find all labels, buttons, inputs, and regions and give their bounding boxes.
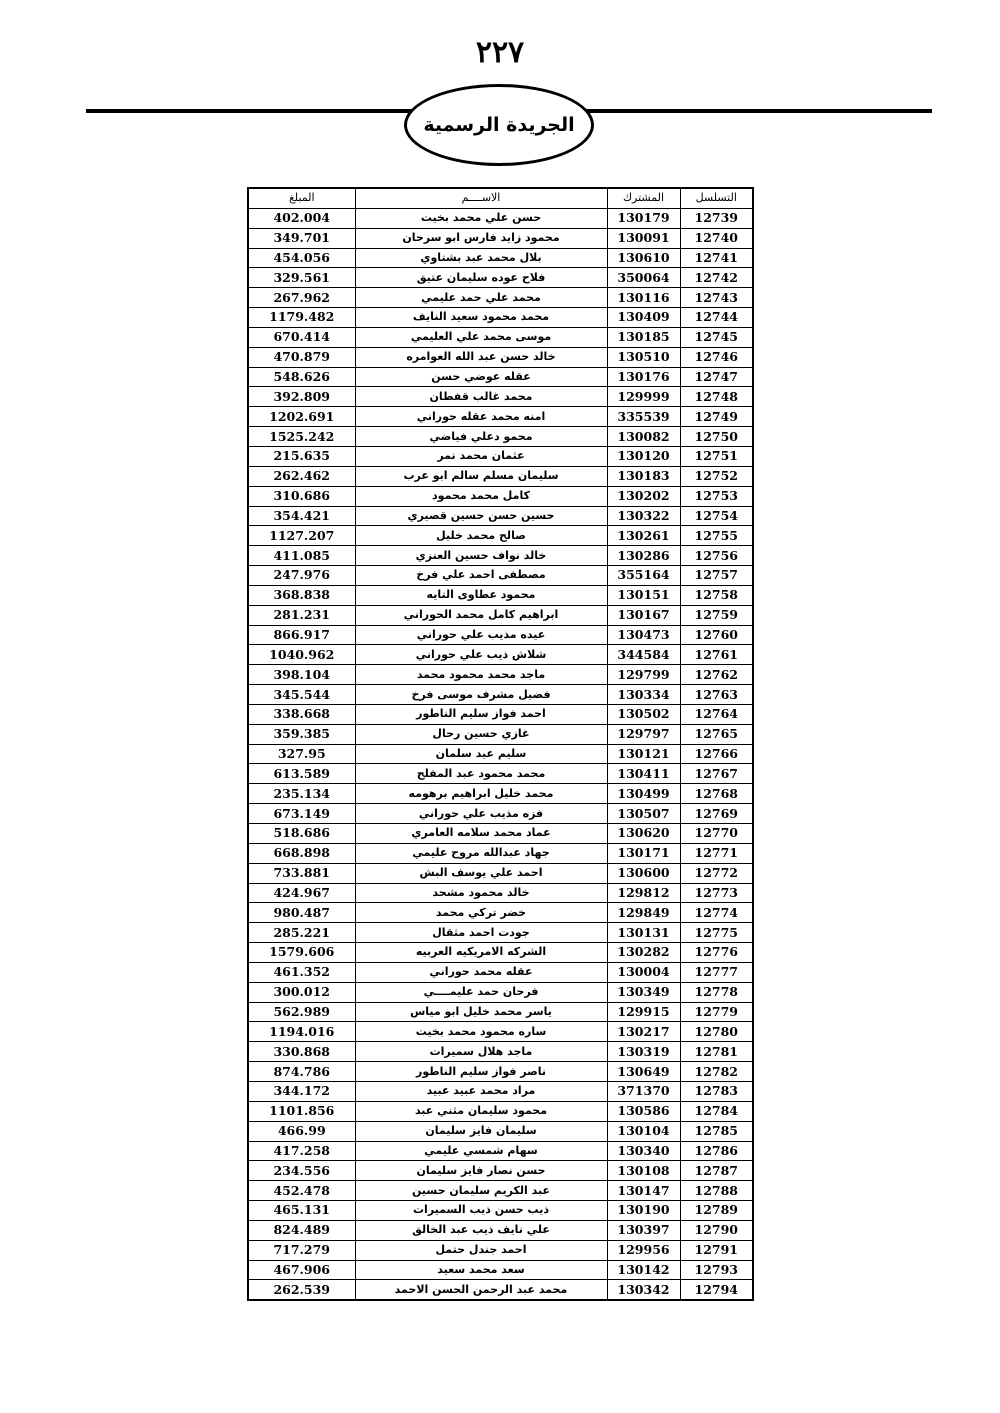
cell-name: حسين حسن حسين قصيري	[355, 506, 607, 526]
cell-serial: 12756	[680, 546, 753, 566]
table-row	[248, 1002, 753, 1022]
cell-subscriber: 130151	[607, 585, 680, 605]
cell-amount: 980.487	[248, 903, 355, 923]
cell-serial: 12765	[680, 724, 753, 744]
cell-name: محمد علي حمد عليمي	[355, 288, 607, 308]
table-row	[248, 1121, 753, 1141]
cell-subscriber: 350064	[607, 268, 680, 288]
table-row	[248, 625, 753, 645]
table-row	[248, 685, 753, 705]
table-row	[248, 863, 753, 883]
cell-amount: 613.589	[248, 764, 355, 784]
cell-name: عثمان محمد نمر	[355, 446, 607, 466]
cell-subscriber: 130179	[607, 208, 680, 228]
cell-serial: 12770	[680, 824, 753, 844]
cell-serial: 12790	[680, 1220, 753, 1240]
cell-serial: 12744	[680, 308, 753, 328]
cell-subscriber: 130142	[607, 1260, 680, 1280]
cell-serial: 12740	[680, 228, 753, 248]
cell-serial: 12776	[680, 943, 753, 963]
header-name: الاســــم	[355, 188, 607, 208]
cell-amount: 467.906	[248, 1260, 355, 1280]
table-row	[248, 1161, 753, 1181]
cell-serial: 12759	[680, 605, 753, 625]
cell-subscriber: 355164	[607, 566, 680, 586]
cell-subscriber: 130217	[607, 1022, 680, 1042]
cell-serial: 12777	[680, 962, 753, 982]
cell-subscriber: 130600	[607, 863, 680, 883]
cell-subscriber: 130349	[607, 982, 680, 1002]
cell-name: احمد علي يوسف البش	[355, 863, 607, 883]
cell-name: امنه محمد عقله حوراني	[355, 407, 607, 427]
cell-serial: 12739	[680, 208, 753, 228]
cell-name: ماجد هلال سميرات	[355, 1042, 607, 1062]
table-row	[248, 327, 753, 347]
cell-serial: 12751	[680, 446, 753, 466]
table-row	[248, 605, 753, 625]
cell-subscriber: 130510	[607, 347, 680, 367]
cell-name: محمد غالب قفطان	[355, 387, 607, 407]
table-row	[248, 427, 753, 447]
cell-name: عقله محمد حوراني	[355, 962, 607, 982]
table-row	[248, 1101, 753, 1121]
cell-serial: 12762	[680, 665, 753, 685]
cell-amount: 344.172	[248, 1081, 355, 1101]
cell-name: جودت احمد مثقال	[355, 923, 607, 943]
table-row	[248, 288, 753, 308]
cell-name: غازي حسين رحال	[355, 724, 607, 744]
cell-subscriber: 130649	[607, 1062, 680, 1082]
cell-subscriber: 344584	[607, 645, 680, 665]
table-row	[248, 665, 753, 685]
cell-subscriber: 335539	[607, 407, 680, 427]
cell-subscriber: 130004	[607, 962, 680, 982]
cell-subscriber: 130507	[607, 804, 680, 824]
cell-name: عبد الكريم سليمان حسين	[355, 1181, 607, 1201]
cell-subscriber: 129915	[607, 1002, 680, 1022]
cell-serial: 12745	[680, 327, 753, 347]
cell-amount: 215.635	[248, 446, 355, 466]
table-row	[248, 883, 753, 903]
table-row	[248, 843, 753, 863]
cell-name: محمد محمود عبد المفلح	[355, 764, 607, 784]
cell-amount: 354.421	[248, 506, 355, 526]
cell-name: سليم عيد سلمان	[355, 744, 607, 764]
cell-serial: 12791	[680, 1240, 753, 1260]
cell-serial: 12743	[680, 288, 753, 308]
cell-amount: 329.561	[248, 268, 355, 288]
table-row	[248, 367, 753, 387]
cell-amount: 330.868	[248, 1042, 355, 1062]
cell-amount: 411.085	[248, 546, 355, 566]
cell-serial: 12764	[680, 704, 753, 724]
cell-amount: 338.668	[248, 704, 355, 724]
cell-subscriber: 130319	[607, 1042, 680, 1062]
cell-serial: 12769	[680, 804, 753, 824]
cell-subscriber: 130409	[607, 308, 680, 328]
cell-serial: 12741	[680, 248, 753, 268]
cell-amount: 1579.606	[248, 943, 355, 963]
cell-amount: 824.489	[248, 1220, 355, 1240]
cell-name: محمود عطاوى التايه	[355, 585, 607, 605]
cell-amount: 398.104	[248, 665, 355, 685]
cell-serial: 12775	[680, 923, 753, 943]
table-row	[248, 903, 753, 923]
cell-name: عيده مذيب علي حوراني	[355, 625, 607, 645]
table-row	[248, 228, 753, 248]
cell-name: حسن علي محمد بخيت	[355, 208, 607, 228]
cell-name: خضر تركي محمد	[355, 903, 607, 923]
cell-subscriber: 130176	[607, 367, 680, 387]
table-row	[248, 585, 753, 605]
cell-subscriber: 129799	[607, 665, 680, 685]
table-row	[248, 546, 753, 566]
cell-serial: 12789	[680, 1201, 753, 1221]
cell-subscriber: 130620	[607, 824, 680, 844]
cell-subscriber: 129812	[607, 883, 680, 903]
cell-amount: 1525.242	[248, 427, 355, 447]
cell-serial: 12783	[680, 1081, 753, 1101]
cell-name: ماجد محمد محمود محمد	[355, 665, 607, 685]
cell-subscriber: 130473	[607, 625, 680, 645]
cell-subscriber: 130502	[607, 704, 680, 724]
cell-subscriber: 129956	[607, 1240, 680, 1260]
cell-amount: 262.539	[248, 1280, 355, 1300]
cell-name: محمود زايد فارس ابو سرحان	[355, 228, 607, 248]
cell-amount: 349.701	[248, 228, 355, 248]
cell-subscriber: 130147	[607, 1181, 680, 1201]
cell-serial: 12763	[680, 685, 753, 705]
cell-name: محمود سليمان مثني عبد	[355, 1101, 607, 1121]
table-row	[248, 704, 753, 724]
table-row	[248, 347, 753, 367]
cell-amount: 327.95	[248, 744, 355, 764]
cell-name: ناصر فواز سليم الناطور	[355, 1062, 607, 1082]
table-row	[248, 466, 753, 486]
cell-name: سليمان مسلم سالم ابو عرب	[355, 466, 607, 486]
cell-amount: 866.917	[248, 625, 355, 645]
table-row	[248, 208, 753, 228]
cell-serial: 12750	[680, 427, 753, 447]
cell-name: خالد محمود مشحد	[355, 883, 607, 903]
cell-amount: 452.478	[248, 1181, 355, 1201]
table-body	[248, 208, 753, 1300]
cell-serial: 12774	[680, 903, 753, 923]
cell-amount: 454.056	[248, 248, 355, 268]
cell-subscriber: 130334	[607, 685, 680, 705]
cell-serial: 12768	[680, 784, 753, 804]
cell-amount: 874.786	[248, 1062, 355, 1082]
cell-subscriber: 130411	[607, 764, 680, 784]
cell-name: مصطفى احمد علي فرخ	[355, 566, 607, 586]
table-row	[248, 268, 753, 288]
subscribers-table-wrapper	[247, 187, 754, 1301]
cell-amount: 285.221	[248, 923, 355, 943]
header-subscriber: المشترك	[607, 188, 680, 208]
cell-serial: 12779	[680, 1002, 753, 1022]
cell-subscriber: 130121	[607, 744, 680, 764]
table-row	[248, 1062, 753, 1082]
table-row	[248, 1181, 753, 1201]
cell-name: سهام شمسي عليمي	[355, 1141, 607, 1161]
table-row	[248, 1081, 753, 1101]
cell-serial: 12785	[680, 1121, 753, 1141]
table-header-row	[248, 188, 753, 208]
cell-name: شلاش ذيب علي حوراني	[355, 645, 607, 665]
cell-name: حسن نصار فايز سليمان	[355, 1161, 607, 1181]
table-row	[248, 566, 753, 586]
cell-name: فلاح عوده سليمان عتيق	[355, 268, 607, 288]
cell-amount: 424.967	[248, 883, 355, 903]
cell-name: محمو دعلي فياضي	[355, 427, 607, 447]
table-row	[248, 526, 753, 546]
table-row	[248, 446, 753, 466]
cell-amount: 670.414	[248, 327, 355, 347]
cell-amount: 548.626	[248, 367, 355, 387]
cell-serial: 12761	[680, 645, 753, 665]
cell-name: خالد حسن عبد الله العوامره	[355, 347, 607, 367]
gazette-title-oval	[404, 84, 594, 166]
cell-amount: 392.809	[248, 387, 355, 407]
cell-serial: 12772	[680, 863, 753, 883]
cell-serial: 12780	[680, 1022, 753, 1042]
cell-serial: 12742	[680, 268, 753, 288]
cell-subscriber: 130586	[607, 1101, 680, 1121]
cell-amount: 300.012	[248, 982, 355, 1002]
cell-subscriber: 130282	[607, 943, 680, 963]
table-row	[248, 407, 753, 427]
cell-amount: 1202.691	[248, 407, 355, 427]
cell-serial: 12760	[680, 625, 753, 645]
table-row	[248, 784, 753, 804]
cell-name: ساره محمود محمد بخيت	[355, 1022, 607, 1042]
table-row	[248, 962, 753, 982]
cell-amount: 247.976	[248, 566, 355, 586]
table-row	[248, 744, 753, 764]
cell-name: ذيب حسن ذيب السميرات	[355, 1201, 607, 1221]
cell-amount: 673.149	[248, 804, 355, 824]
cell-serial: 12786	[680, 1141, 753, 1161]
cell-amount: 465.131	[248, 1201, 355, 1221]
cell-serial: 12758	[680, 585, 753, 605]
cell-name: فضيل مشرف موسى فرخ	[355, 685, 607, 705]
cell-name: فرحان حمد عليمــــي	[355, 982, 607, 1002]
table-row	[248, 645, 753, 665]
cell-serial: 12752	[680, 466, 753, 486]
table-row	[248, 1260, 753, 1280]
table-row	[248, 982, 753, 1002]
table-row	[248, 1240, 753, 1260]
cell-subscriber: 130167	[607, 605, 680, 625]
gazette-title: الجريدة الرسمية	[423, 114, 575, 136]
cell-name: محمد عبد الرحمن الحسن الاحمد	[355, 1280, 607, 1300]
table-row	[248, 1141, 753, 1161]
cell-serial: 12778	[680, 982, 753, 1002]
cell-serial: 12794	[680, 1280, 753, 1300]
cell-serial: 12784	[680, 1101, 753, 1121]
cell-name: خالد نواف حسين العنزي	[355, 546, 607, 566]
cell-subscriber: 130286	[607, 546, 680, 566]
cell-serial: 12766	[680, 744, 753, 764]
table-row	[248, 1042, 753, 1062]
cell-serial: 12753	[680, 486, 753, 506]
table-row	[248, 724, 753, 744]
cell-amount: 417.258	[248, 1141, 355, 1161]
cell-serial: 12754	[680, 506, 753, 526]
cell-subscriber: 130185	[607, 327, 680, 347]
table-row	[248, 387, 753, 407]
table-row	[248, 506, 753, 526]
cell-amount: 368.838	[248, 585, 355, 605]
cell-subscriber: 371370	[607, 1081, 680, 1101]
cell-serial: 12767	[680, 764, 753, 784]
cell-subscriber: 130610	[607, 248, 680, 268]
cell-subscriber: 130340	[607, 1141, 680, 1161]
cell-subscriber: 130171	[607, 843, 680, 863]
header-amount: المبلغ	[248, 188, 355, 208]
cell-amount: 262.462	[248, 466, 355, 486]
cell-name: مراد محمد عبيد عبيد	[355, 1081, 607, 1101]
cell-name: جهاد عبدالله مروح عليمي	[355, 843, 607, 863]
cell-subscriber: 130108	[607, 1161, 680, 1181]
cell-serial: 12749	[680, 407, 753, 427]
cell-subscriber: 130261	[607, 526, 680, 546]
cell-amount: 267.962	[248, 288, 355, 308]
cell-name: محمد خليل ابراهيم برهومه	[355, 784, 607, 804]
cell-serial: 12771	[680, 843, 753, 863]
cell-name: صالح محمد خليل	[355, 526, 607, 546]
cell-amount: 717.279	[248, 1240, 355, 1260]
table-row	[248, 1201, 753, 1221]
table-row	[248, 486, 753, 506]
cell-name: ياسر محمد خليل ابو مياس	[355, 1002, 607, 1022]
cell-name: بلال محمد عبد بشتاوي	[355, 248, 607, 268]
cell-subscriber: 130116	[607, 288, 680, 308]
cell-subscriber: 130183	[607, 466, 680, 486]
cell-amount: 234.556	[248, 1161, 355, 1181]
table-row	[248, 1280, 753, 1300]
cell-name: محمد محمود سعيد النايف	[355, 308, 607, 328]
cell-name: عماد محمد سلامه العامري	[355, 824, 607, 844]
cell-serial: 12747	[680, 367, 753, 387]
cell-amount: 1127.207	[248, 526, 355, 546]
cell-subscriber: 130131	[607, 923, 680, 943]
subscribers-table	[247, 187, 754, 1301]
table-row	[248, 1220, 753, 1240]
cell-amount: 1194.016	[248, 1022, 355, 1042]
cell-subscriber: 130202	[607, 486, 680, 506]
cell-amount: 466.99	[248, 1121, 355, 1141]
cell-subscriber: 130082	[607, 427, 680, 447]
cell-amount: 518.686	[248, 824, 355, 844]
cell-subscriber: 130120	[607, 446, 680, 466]
cell-name: علي نايف ذيب عبد الخالق	[355, 1220, 607, 1240]
cell-amount: 461.352	[248, 962, 355, 982]
cell-amount: 1101.856	[248, 1101, 355, 1121]
cell-amount: 345.544	[248, 685, 355, 705]
cell-serial: 12755	[680, 526, 753, 546]
cell-name: سعد محمد سعيد	[355, 1260, 607, 1280]
cell-subscriber: 130104	[607, 1121, 680, 1141]
cell-serial: 12782	[680, 1062, 753, 1082]
header-serial: التسلسل	[680, 188, 753, 208]
cell-serial: 12773	[680, 883, 753, 903]
table-row	[248, 804, 753, 824]
cell-name: احمد جندل حتمل	[355, 1240, 607, 1260]
cell-serial: 12787	[680, 1161, 753, 1181]
table-row	[248, 308, 753, 328]
cell-name: احمد فواز سليم الناطور	[355, 704, 607, 724]
cell-amount: 733.881	[248, 863, 355, 883]
cell-name: الشركه الامريكيه العربيه	[355, 943, 607, 963]
cell-subscriber: 129999	[607, 387, 680, 407]
cell-name: كامل محمد محمود	[355, 486, 607, 506]
cell-subscriber: 130397	[607, 1220, 680, 1240]
table-row	[248, 1022, 753, 1042]
cell-subscriber: 130091	[607, 228, 680, 248]
cell-serial: 12748	[680, 387, 753, 407]
cell-amount: 562.989	[248, 1002, 355, 1022]
cell-amount: 281.231	[248, 605, 355, 625]
table-row	[248, 943, 753, 963]
cell-amount: 359.385	[248, 724, 355, 744]
cell-subscriber: 130499	[607, 784, 680, 804]
cell-amount: 470.879	[248, 347, 355, 367]
cell-amount: 235.134	[248, 784, 355, 804]
cell-subscriber: 130342	[607, 1280, 680, 1300]
cell-subscriber: 130322	[607, 506, 680, 526]
cell-subscriber: 129849	[607, 903, 680, 923]
cell-serial: 12793	[680, 1260, 753, 1280]
cell-serial: 12746	[680, 347, 753, 367]
table-row	[248, 923, 753, 943]
cell-amount: 1179.482	[248, 308, 355, 328]
cell-subscriber: 130190	[607, 1201, 680, 1221]
cell-amount: 310.686	[248, 486, 355, 506]
table-row	[248, 248, 753, 268]
cell-name: فزه مذيب علي حوراني	[355, 804, 607, 824]
cell-serial: 12781	[680, 1042, 753, 1062]
cell-name: ابراهيم كامل محمد الحوراني	[355, 605, 607, 625]
cell-amount: 668.898	[248, 843, 355, 863]
cell-name: سليمان فايز سليمان	[355, 1121, 607, 1141]
page-number: ٢٢٧	[475, 35, 525, 70]
cell-name: موسى محمد علي العليمي	[355, 327, 607, 347]
cell-amount: 1040.962	[248, 645, 355, 665]
cell-name: عقله عوضي حسن	[355, 367, 607, 387]
cell-serial: 12788	[680, 1181, 753, 1201]
cell-amount: 402.004	[248, 208, 355, 228]
table-row	[248, 824, 753, 844]
table-row	[248, 764, 753, 784]
cell-serial: 12757	[680, 566, 753, 586]
cell-subscriber: 129797	[607, 724, 680, 744]
